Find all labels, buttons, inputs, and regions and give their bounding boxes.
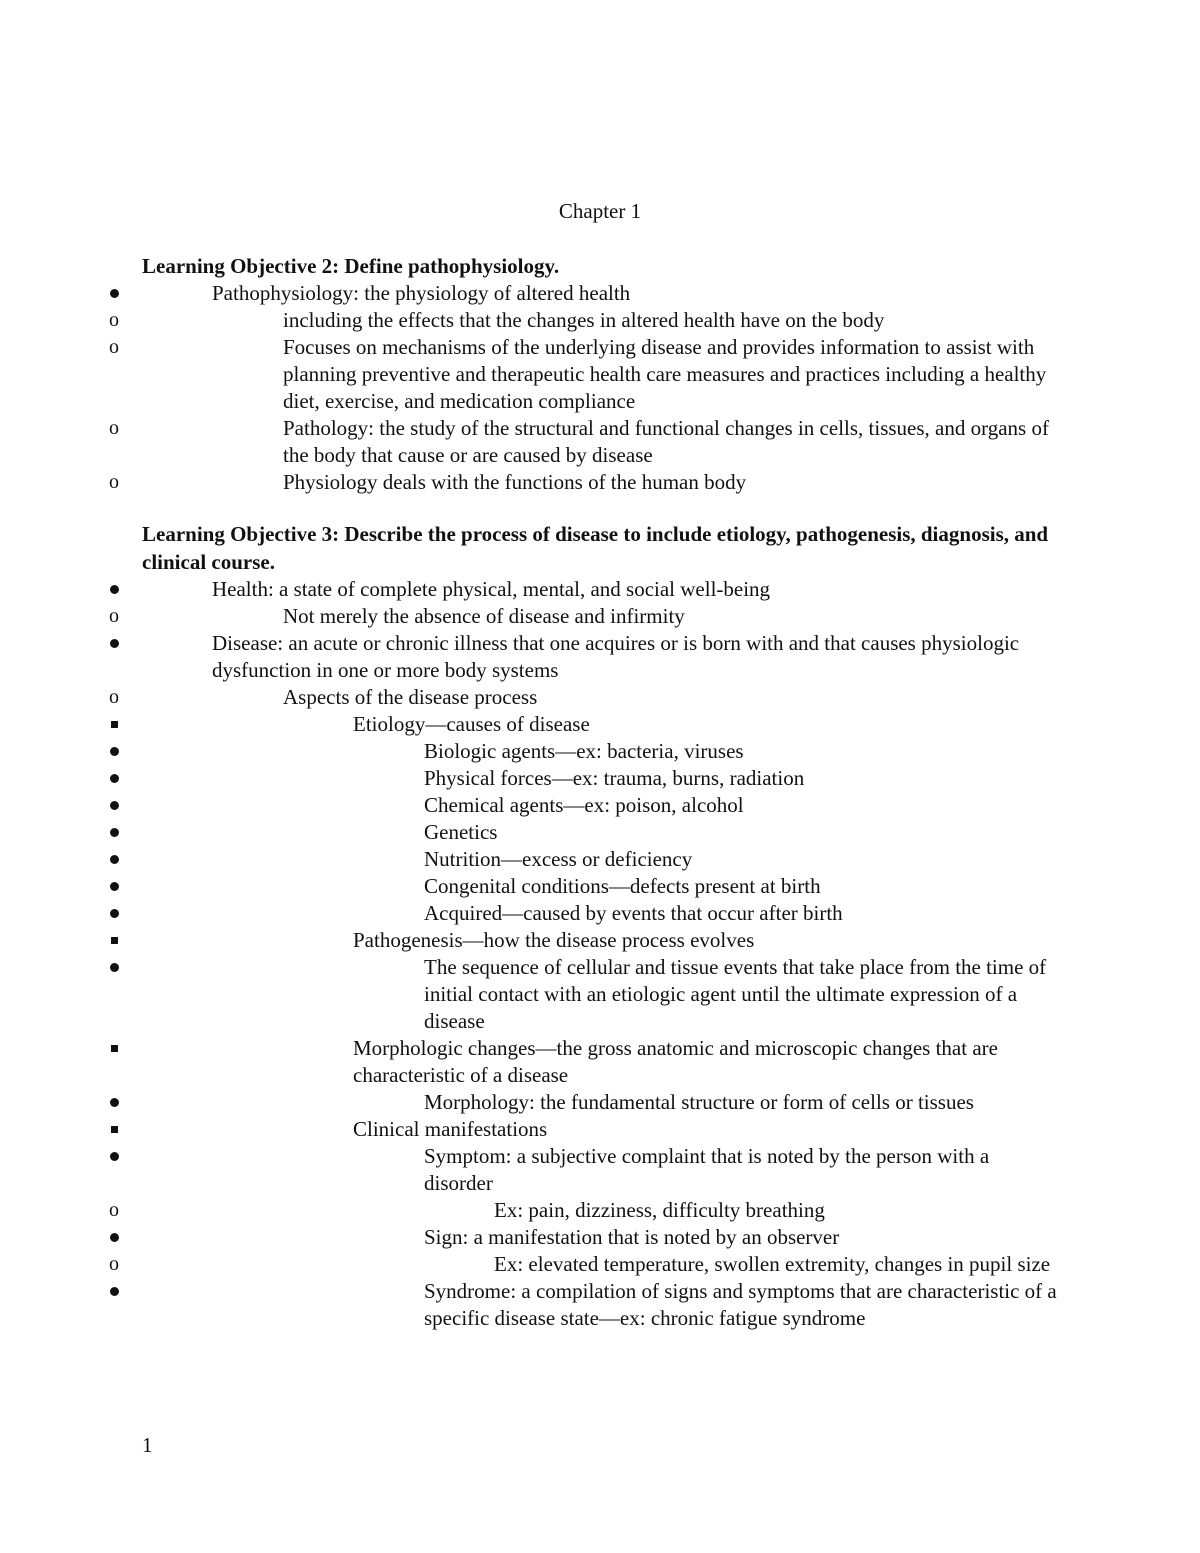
list-item: [109, 469, 1062, 496]
list-item-text: Genetics: [424, 820, 498, 844]
bullet-dot-icon: [104, 873, 124, 891]
list-item-text: Chemical agents—ex: poison, alcohol: [424, 793, 744, 817]
list-item-text: Morphology: the fundamental structure or form of cells or tissues: [424, 1090, 974, 1114]
list-item-text: Syndrome: a compilation of signs and symptoms that are characteristic of a specific disease state—ex: chronic fatigue syndrome: [424, 1279, 1057, 1330]
list-item: [142, 280, 1062, 307]
bullet-circle-icon: o: [109, 1253, 119, 1275]
list-item-text: Physiology deals with the functions of the human body: [283, 470, 747, 494]
bullet-square-icon: [104, 1035, 124, 1052]
list-item-text: Physical forces—ex: trauma, burns, radiation: [424, 766, 805, 790]
bullet-square-icon: [104, 927, 124, 944]
list-item: [142, 819, 1062, 846]
bullet-dot-icon: [104, 765, 124, 783]
list-item-text: Pathophysiology: the physiology of altered health: [212, 281, 631, 305]
list-item-text: Morphologic changes—the gross anatomic and microscopic changes that are characteristic of a disease: [353, 1036, 998, 1087]
list-item-text: Focuses on mechanisms of the underlying disease and provides information to assist with planning preventive and therapeutic health care measures and practices including a healthy diet, exercise, and medication compliance: [283, 335, 1047, 413]
list-item: [142, 1224, 1062, 1251]
bullet-dot-icon: [104, 1089, 124, 1107]
list-item: [142, 1116, 1062, 1143]
list-item: [142, 1089, 1062, 1116]
list-item: [109, 415, 1062, 469]
document-content: [109, 252, 1062, 1332]
list-item-text: Disease: an acute or chronic illness that one acquires or is born with and that causes physiologic dysfunction in one or more body systems: [212, 631, 1020, 682]
list-item: [142, 1278, 1062, 1332]
list-item-text: Acquired—caused by events that occur after birth: [424, 901, 843, 925]
list-item: [142, 765, 1062, 792]
bullet-square-icon: [104, 711, 124, 728]
bullet-dot-icon: [104, 900, 124, 918]
bullet-square-icon: [104, 1116, 124, 1133]
bullet-dot-icon: [104, 846, 124, 864]
list-item-text: Symptom: a subjective complaint that is noted by the person with a disorder: [424, 1144, 990, 1195]
list-item: [109, 334, 1062, 415]
list-item: [142, 873, 1062, 900]
bullet-dot-icon: [104, 738, 124, 756]
list-item-text: Ex: pain, dizziness, difficulty breathing: [494, 1198, 825, 1222]
bullet-dot-icon: [104, 819, 124, 837]
objective-list: [109, 280, 1062, 496]
list-item: [142, 576, 1062, 603]
list-item: [109, 603, 1062, 630]
list-item: [142, 630, 1062, 684]
objective-list: [109, 576, 1062, 1332]
objective-heading: Learning Objective 2: Define pathophysiology.: [142, 254, 560, 278]
bullet-circle-icon: o: [109, 605, 119, 627]
objective-heading: Learning Objective 3: Describe the process of disease to include etiology, pathogenesis, diagnosis, and clinical course.: [142, 522, 1049, 574]
page-number: 1: [142, 1433, 153, 1457]
list-item: [142, 846, 1062, 873]
list-item: [109, 1197, 1062, 1224]
list-item-text: Not merely the absence of disease and infirmity: [283, 604, 685, 628]
list-item-text: Nutrition—excess or deficiency: [424, 847, 693, 871]
list-item: [109, 1251, 1062, 1278]
section-objective-2: [109, 252, 1062, 496]
list-item: [142, 927, 1062, 954]
list-item: [142, 954, 1062, 1035]
bullet-dot-icon: [104, 576, 124, 594]
section-objective-3: [109, 520, 1062, 1332]
list-item-text: Biologic agents—ex: bacteria, viruses: [424, 739, 744, 763]
bullet-circle-icon: o: [109, 686, 119, 708]
list-item: [142, 711, 1062, 738]
list-item-text: including the effects that the changes in altered health have on the body: [283, 308, 885, 332]
list-item-text: Ex: elevated temperature, swollen extremity, changes in pupil size: [494, 1252, 1051, 1276]
bullet-dot-icon: [104, 1278, 124, 1296]
bullet-dot-icon: [104, 280, 124, 298]
list-item: [142, 900, 1062, 927]
list-item-text: Clinical manifestations: [353, 1117, 548, 1141]
list-item-text: Pathology: the study of the structural and functional changes in cells, tissues, and organs of the body that cause or are caused by disease: [283, 416, 1049, 467]
list-item: [142, 1035, 1062, 1089]
list-item: [142, 1143, 1062, 1197]
list-item: [109, 307, 1062, 334]
bullet-circle-icon: o: [109, 309, 119, 331]
list-item-text: Sign: a manifestation that is noted by an observer: [424, 1225, 840, 1249]
bullet-dot-icon: [104, 630, 124, 648]
bullet-circle-icon: o: [109, 336, 119, 358]
bullet-circle-icon: o: [109, 471, 119, 493]
bullet-dot-icon: [104, 1224, 124, 1242]
list-item: [109, 684, 1062, 711]
bullet-dot-icon: [104, 954, 124, 972]
list-item-text: Health: a state of complete physical, mental, and social well-being: [212, 577, 771, 601]
bullet-dot-icon: [104, 1143, 124, 1161]
chapter-title: Chapter 1: [558, 199, 642, 223]
bullet-dot-icon: [104, 792, 124, 810]
bullet-circle-icon: o: [109, 417, 119, 439]
list-item: [142, 792, 1062, 819]
list-item-text: Etiology—causes of disease: [353, 712, 590, 736]
bullet-circle-icon: o: [109, 1199, 119, 1221]
list-item-text: Aspects of the disease process: [283, 685, 538, 709]
list-item: [142, 738, 1062, 765]
list-item-text: Pathogenesis—how the disease process evolves: [353, 928, 755, 952]
list-item-text: Congenital conditions—defects present at birth: [424, 874, 821, 898]
list-item-text: The sequence of cellular and tissue events that take place from the time of initial contact with an etiologic agent until the ultimate expression of a disease: [424, 955, 1047, 1033]
